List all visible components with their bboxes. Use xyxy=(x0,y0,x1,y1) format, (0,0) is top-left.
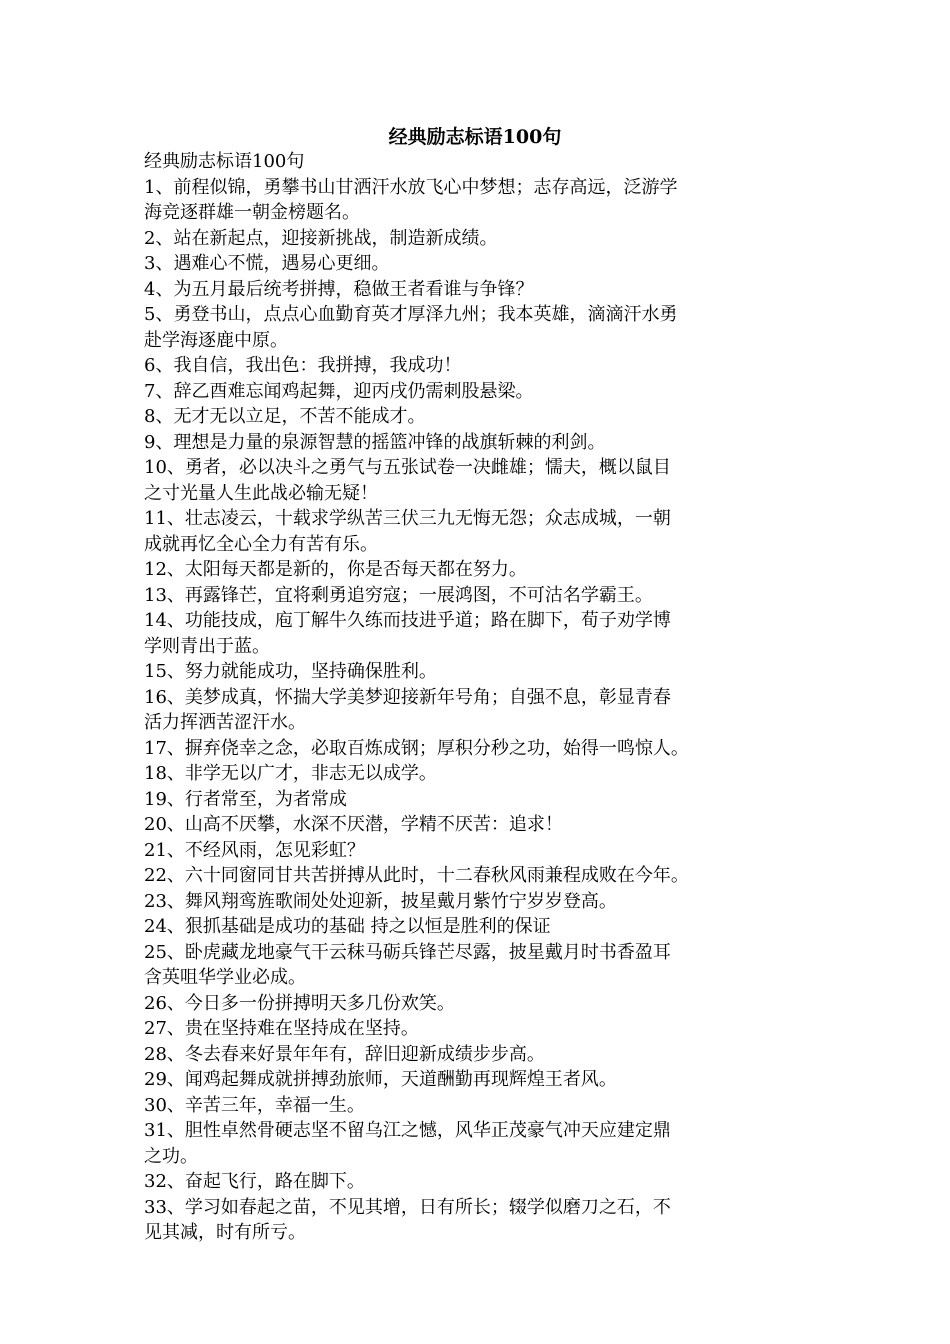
text-line: 9、理想是力量的泉源智慧的摇篮冲锋的战旗斩棘的利剑。 xyxy=(144,431,606,453)
text-line: 8、无才无以立足，不苦不能成才。 xyxy=(144,406,426,427)
text-line: 含英咀华学业必成。 xyxy=(144,967,306,988)
text-line: 之功。 xyxy=(144,1145,198,1167)
text-line: 14、功能技成，庖丁解牛久练而技进乎道；路在脚下，荀子劝学博 xyxy=(144,610,671,631)
document-title: 经典励志标语100句 xyxy=(388,126,562,148)
text-line: 25、卧虎藏龙地豪气干云秣马砺兵锋芒尽露，披星戴月时书香盈耳 xyxy=(144,941,671,963)
text-line: 成就再忆全心全力有苦有乐。 xyxy=(144,533,378,555)
text-line: 6、我自信，我出色：我拼搏，我成功！ xyxy=(144,355,462,376)
text-line: 20、山高不厌攀，水深不厌潜，学精不厌苦：追求！ xyxy=(144,814,563,835)
text-line: 1、前程似锦，勇攀书山甘洒汗水放飞心中梦想；志存高远，泛游学 xyxy=(144,176,678,198)
text-line: 24、狠抓基础是成功的基础 持之以恒是胜利的保证 xyxy=(144,916,551,937)
text-line: 27、贵在坚持难在坚持成在坚持。 xyxy=(144,1018,419,1039)
text-line: 5、勇登书山，点点心血勤育英才厚泽九州；我本英雄，滴滴汗水勇 xyxy=(144,304,678,325)
text-line: 29、闻鸡起舞成就拼搏劲旅师，天道酬勤再现辉煌王者风。 xyxy=(144,1069,617,1090)
text-line: 海竞逐群雄一朝金榜题名。 xyxy=(144,202,360,223)
text-line: 活力挥洒苦涩汗水。 xyxy=(144,712,306,733)
text-line: 10、勇者，必以决斗之勇气与五张试卷一决雌雄；懦夫，概以鼠目 xyxy=(144,457,671,478)
text-line: 11、壮志凌云，十载求学纵苦三伏三九无悔无怨；众志成城，一朝 xyxy=(144,508,671,529)
text-line: 7、辞乙酉难忘闻鸡起舞，迎丙戌仍需刺股悬梁。 xyxy=(144,380,534,402)
text-line: 23、舞风翔鸾旌歌闹处处迎新，披星戴月紫竹宁岁岁登高。 xyxy=(144,890,617,912)
text-line: 12、太阳每天都是新的，你是否每天都在努力。 xyxy=(144,559,527,580)
text-line: 2、站在新起点，迎接新挑战，制造新成绩。 xyxy=(144,227,498,249)
text-line: 33、学习如春起之苗，不见其增，日有所长；辍学似磨刀之石，不 xyxy=(144,1196,671,1218)
document-subtitle-line: 经典励志标语100句 xyxy=(144,151,305,172)
text-line: 16、美梦成真，怀揣大学美梦迎接新年号角；自强不息，彰显青春 xyxy=(144,686,671,708)
text-line: 4、为五月最后统考拼搏，稳做王者看谁与争锋？ xyxy=(144,278,534,300)
text-line: 赴学海逐鹿中原。 xyxy=(144,329,288,351)
text-line: 32、奋起飞行，路在脚下。 xyxy=(144,1171,365,1192)
text-line: 3、遇难心不慌，遇易心更细。 xyxy=(144,253,390,274)
text-line: 21、不经风雨，怎见彩虹？ xyxy=(144,839,365,861)
text-line: 学则青出于蓝。 xyxy=(144,635,270,657)
text-line: 17、摒弃侥幸之念，必取百炼成钢；厚积分秒之功，始得一鸣惊人。 xyxy=(144,737,689,759)
text-line: 30、辛苦三年，幸福一生。 xyxy=(144,1094,365,1116)
text-line: 22、六十同窗同甘共苦拼搏从此时，十二春秋风雨兼程成败在今年。 xyxy=(144,865,689,886)
text-line: 13、再露锋芒，宜将剩勇追穷寇；一展鸿图，不可沽名学霸王。 xyxy=(144,584,653,606)
text-line: 见其减，时有所亏。 xyxy=(144,1222,306,1243)
text-line: 之寸光量人生此战必输无疑！ xyxy=(144,482,378,504)
text-line: 18、非学无以广才，非志无以成学。 xyxy=(144,763,437,784)
document-body xyxy=(144,149,812,1246)
text-line: 26、今日多一份拼搏明天多几份欢笑。 xyxy=(144,992,455,1014)
text-line: 19、行者常至，为者常成 xyxy=(144,788,347,810)
text-line: 15、努力就能成功，坚持确保胜利。 xyxy=(144,661,437,682)
text-line: 28、冬去春来好景年年有，辞旧迎新成绩步步高。 xyxy=(144,1043,545,1065)
text-line: 31、胆性卓然骨硬志坚不留乌江之憾，风华正茂豪气冲天应建定鼎 xyxy=(144,1120,671,1141)
